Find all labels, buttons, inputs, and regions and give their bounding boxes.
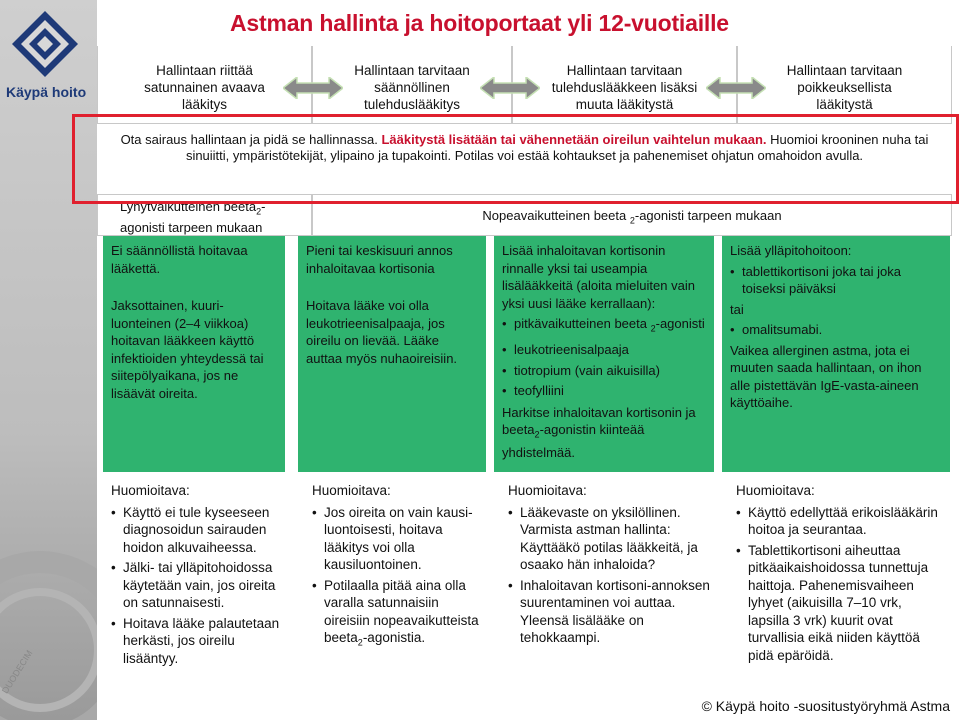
notes-heading: Huomioitava: bbox=[111, 483, 190, 498]
treatment-text: Hoitava lääke voi olla leukotrieenisalpaaja, jos oireilu on lievää. Lääke auttaa myös nuhaoireisiin. bbox=[306, 298, 458, 366]
list-item: • Lääkevaste on yksilöllinen. Varmista astman hallinta: Käyttääkö potilas lääkkeitä, ja osaako hän inhaloida? bbox=[508, 504, 714, 574]
column-header-4 bbox=[737, 46, 952, 124]
column-header-line: satunnainen avaava bbox=[144, 80, 265, 95]
notes-cell-1 bbox=[97, 474, 297, 720]
treatment-text: Lisää inhaloitavan kortisonin rinnalle yksi tai useampia lisälääkkeitä (aloita mieluiten vain yksi uusi lääke kerrallaan): bbox=[502, 243, 695, 311]
list-item: • pitkävaikutteinen beeta $_2$-agonisti bbox=[502, 315, 706, 338]
column-header-3 bbox=[512, 46, 737, 124]
double-arrow-icon bbox=[706, 77, 766, 99]
kaypa-hoito-logo bbox=[0, 0, 97, 720]
seal-text: DUODECIM bbox=[0, 648, 35, 696]
band-highlight: Lääkitystä lisätään tai vähennetään oireilun vaihtelun mukaan. bbox=[381, 132, 767, 147]
list-item: • Käyttö edellyttää erikoislääkärin hoitoa ja seurantaa. bbox=[736, 504, 946, 539]
list-item: • Jos oireita on vain kausi-luontoisesti, hoitava lääkitys voi olla kausiluontoinen. bbox=[312, 504, 486, 574]
notes-heading: Huomioitava: bbox=[508, 483, 587, 498]
notes-cell-2 bbox=[298, 474, 494, 720]
column-header-line: tulehduslääkkeen lisäksi bbox=[551, 80, 698, 95]
column-header-line: tulehduslääkitys bbox=[363, 97, 461, 112]
list-item: • tiotropium (vain aikuisilla) bbox=[502, 362, 706, 380]
notes-list bbox=[312, 504, 486, 653]
treatment-list bbox=[730, 263, 942, 298]
column-header-line: lääkitys bbox=[181, 97, 227, 112]
column-header-line: Hallintaan tarvitaan bbox=[354, 63, 470, 78]
treatment-cell-3 bbox=[494, 236, 716, 472]
treatment-text: Harkitse inhaloitavan kortisonin ja beeta$_2$-agonistin kiinteää yhdistelmää. bbox=[502, 404, 696, 461]
column-header-line: säännöllinen bbox=[374, 80, 450, 95]
notes-heading: Huomioitava: bbox=[736, 483, 815, 498]
band-text: Huomioi krooninen nuha tai sinuiitti, ympäristötekijät, ylipaino ja tupakointi. Potilas voi estää kohtaukset ja pahenemiset ohjatun omahoidon avulla. bbox=[185, 132, 929, 163]
treatment-text: Jaksottainen, kuuri-luonteinen (2–4 viikkoa) hoitavan lääkkeen käyttö infektioiden yhteydessä tai siitepölyaikana, jos ne lisäävät oireita. bbox=[111, 298, 264, 401]
column-header-line: Hallintaan riittää bbox=[156, 63, 253, 78]
treatment-cell-2 bbox=[298, 236, 488, 472]
column-header-line: lääkitystä bbox=[816, 97, 873, 112]
column-header-line: Hallintaan tarvitaan bbox=[786, 63, 903, 78]
treatment-text: Ei säännöllistä hoitavaa lääkettä. bbox=[111, 243, 248, 276]
reliever-tile-right: Nopeavaikutteinen beeta $_2$-agonisti tarpeen mukaan bbox=[312, 194, 952, 236]
treatment-cell-1 bbox=[103, 236, 287, 472]
logo-text: Käypä hoito bbox=[6, 84, 87, 100]
notes-list bbox=[736, 504, 946, 665]
notes-heading: Huomioitava: bbox=[312, 483, 391, 498]
treatment-list bbox=[730, 321, 942, 339]
column-header-line: muuta lääkitystä bbox=[575, 97, 674, 112]
column-header-line: Hallintaan tarvitaan bbox=[566, 63, 683, 78]
list-item: • Käyttö ei tule kyseeseen diagnosoidun sairauden hoidon alkuvaiheessa. bbox=[111, 504, 289, 557]
column-header-1 bbox=[97, 46, 312, 124]
reliever-line: Lyhytvaikutteinen beeta$_2$- bbox=[120, 199, 266, 217]
copyright: © Käypä hoito -suositustyöryhmä Astma bbox=[701, 698, 950, 714]
list-item: • Hoitava lääke palautetaan herkästi, jos oireilu lisääntyy. bbox=[111, 615, 289, 668]
notes-list bbox=[508, 504, 714, 647]
logo-sidebar bbox=[0, 0, 97, 720]
treatment-text: Vaikea allerginen astma, jota ei muuten saada hallintaan, on ihon alle pistettävän IgE-vasta-aineen käyttöaihe. bbox=[730, 342, 922, 410]
reliever-line: agonisti tarpeen mukaan bbox=[120, 219, 263, 235]
band-text: Ota sairaus hallintaan ja pidä se hallinnassa. bbox=[120, 132, 382, 147]
list-item: • Jälki- tai ylläpitohoidossa käytetään vain, jos oireita on satunnaisesti. bbox=[111, 559, 289, 612]
list-item: • tablettikortisoni joka tai joka toiseksi päiväksi bbox=[730, 263, 942, 298]
column-header-line: poikkeuksellista bbox=[797, 80, 892, 95]
list-item: • Inhaloitavan kortisoni-annoksen suurentaminen voi auttaa. Yleensä lisälääke on tehokkaampi. bbox=[508, 577, 714, 647]
page-title: Astman hallinta ja hoitoportaat yli 12-vuotiaille bbox=[230, 10, 729, 36]
list-item: • leukotrieenisalpaaja bbox=[502, 341, 706, 359]
list-item: • teofylliini bbox=[502, 382, 706, 400]
list-item: • omalitsumabi. bbox=[730, 321, 942, 339]
notes-cell-3 bbox=[494, 474, 722, 720]
double-arrow-icon bbox=[480, 77, 540, 99]
list-item: • Potilaalla pitää aina olla varalla satunnaisiin oireisiin nopeavaikutteista beeta$_2$-agonistia. bbox=[312, 577, 486, 653]
treatment-text: Lisää ylläpitohoitoon: bbox=[730, 243, 852, 258]
treatment-list bbox=[502, 315, 706, 400]
highlight-frame bbox=[72, 114, 959, 204]
double-arrow-icon bbox=[283, 77, 343, 99]
treatment-cell-4 bbox=[722, 236, 950, 472]
notes-list bbox=[111, 504, 289, 668]
list-item: • Tablettikortisoni aiheuttaa pitkäaikaishoidossa tunnettuja haittoja. Pahenemisvaiheen lyhyet (aikuisilla 7–10 vrk, lapsilla 3 vrk) kuurit ovat turvallisia eikä niiden käyttöä pidä epäröidä. bbox=[736, 542, 946, 665]
treatment-text: Pieni tai keskisuuri annos inhaloitavaa kortisonia bbox=[306, 243, 453, 276]
notes-cell-4 bbox=[722, 474, 954, 720]
treatment-text: tai bbox=[730, 301, 744, 317]
